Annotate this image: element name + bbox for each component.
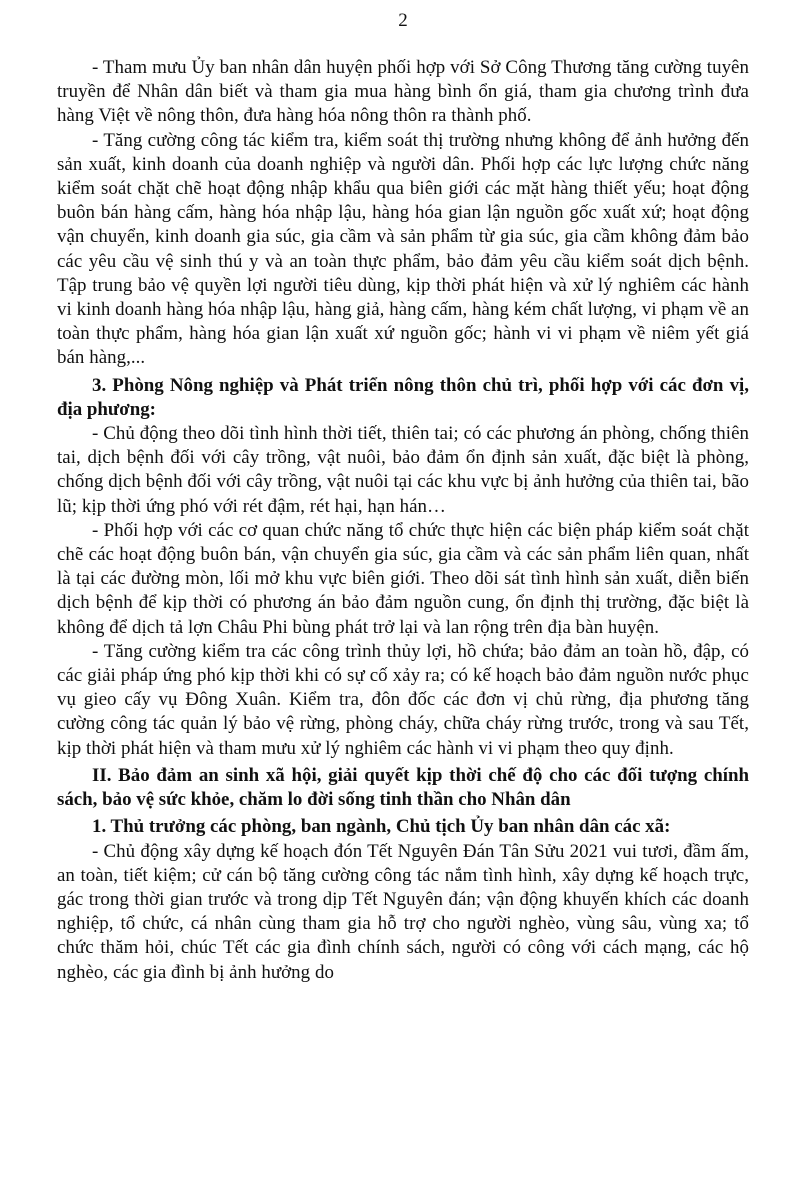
heading-social-security: II. Bảo đảm an sinh xã hội, giải quyết kịp thời chế độ cho các đối tượng chính sách, bảo vệ sức khỏe, chăm lo đời sống tinh thần cho Nhân dân (57, 764, 749, 811)
paragraph-propaganda-price-stabilization: - Tham mưu Ủy ban nhân dân huyện phối hợp với Sở Công Thương tăng cường tuyên truyền để Nhân dân biết và tham gia mua hàng bình ổn giá, tham gia chương trình đưa hàng Việt về nông thôn, đưa hàng hóa nông thôn ra thành phố. (57, 57, 749, 127)
paragraph-weather-monitoring: - Chủ động theo dõi tình hình thời tiết, thiên tai; có các phương án phòng, chống thiên tai, dịch bệnh đối với cây trồng, vật nuôi, bảo đảm ổn định sản xuất, đặc biệt là phòng, chống dịch bệnh đối với cây trồng, vật nuôi tại các khu vực bị ảnh hưởng của thiên tai, bão lũ; kịp thời ứng phó với rét đậm, rét hại, hạn hán… (57, 423, 749, 517)
heading-agriculture-department: 3. Phòng Nông nghiệp và Phát triển nông thôn chủ trì, phối hợp với các đơn vị, địa phương: (57, 374, 749, 420)
paragraph-market-inspection: - Tăng cường công tác kiểm tra, kiểm soát thị trường nhưng không để ảnh hưởng đến sản xuất, kinh doanh của doanh nghiệp và người dân. Phối hợp các lực lượng chức năng kiểm soát chặt chẽ hoạt động nhập khẩu qua biên giới các mặt hàng thiết yếu; hoạt động buôn bán hàng cấm, hàng hóa nhập lậu, hàng hóa gian lận nguồn gốc xuất xứ; hoạt động vận chuyển, kinh doanh gia súc, gia cầm và sản phẩm từ gia súc, gia cầm không đảm bảo các yêu cầu vệ sinh thú y và an toàn thực phẩm, bảo đảm yêu cầu kiểm soát dịch bệnh. Tập trung bảo vệ quyền lợi người tiêu dùng, kịp thời phát hiện và xử lý nghiêm các hành vi kinh doanh hàng hóa nhập lậu, hàng giả, hàng cấm, hàng kém chất lượng, vi phạm về an toàn thực phẩm, hàng hóa gian lận xuất xứ nguồn gốc; hành vi vi phạm về niêm yết giá bán hàng,... (57, 129, 749, 369)
paragraph-livestock-control: - Phối hợp với các cơ quan chức năng tổ chức thực hiện các biện pháp kiểm soát chặt chẽ các hoạt động buôn bán, vận chuyển gia súc, gia cầm và các sản phẩm liên quan, nhất là tại các đường mòn, lối mở khu vực biên giới. Theo dõi sát tình hình sản xuất, diễn biến dịch bệnh để kịp thời có phương án bảo đảm nguồn cung, ổn định thị trường, đặc biệt là không để dịch tả lợn Châu Phi bùng phát trở lại và lan rộng trên địa bàn huyện. (57, 519, 749, 638)
page-number: 2 (398, 10, 408, 31)
paragraph-irrigation-forest-protection: - Tăng cường kiểm tra các công trình thủy lợi, hồ chứa; bảo đảm an toàn hồ, đập, có các giải pháp ứng phó kịp thời khi có sự cố xảy ra; có kế hoạch bảo đảm nguồn nước phục vụ gieo cấy vụ Đông Xuân. Kiểm tra, đôn đốc các đơn vị chủ rừng, địa phương tăng cường công tác quản lý bảo vệ rừng, phòng cháy, chữa cháy rừng trước, trong và sau Tết, kịp thời phát hiện và tham mưu xử lý nghiêm các hành vi vi phạm theo quy định. (57, 640, 749, 759)
heading-heads-of-departments: 1. Thủ trưởng các phòng, ban ngành, Chủ tịch Ủy ban nhân dân các xã: (92, 816, 671, 838)
paragraph-tet-plan: - Chủ động xây dựng kế hoạch đón Tết Nguyên Đán Tân Sửu 2021 vui tươi, đầm ấm, an toàn, tiết kiệm; cử cán bộ tăng cường công tác nắm tình hình, xây dựng kế hoạch trực, gác trong thời gian trước và trong dịp Tết Nguyên đán; vận động khuyến khích các doanh nghiệp, tổ chức, cá nhân cùng tham gia hỗ trợ cho người nghèo, vùng sâu, vùng xa; tổ chức thăm hỏi, chúc Tết các gia đình chính sách, người có công với cách mạng, các hộ nghèo, các gia đình bị ảnh hưởng do (57, 840, 749, 983)
